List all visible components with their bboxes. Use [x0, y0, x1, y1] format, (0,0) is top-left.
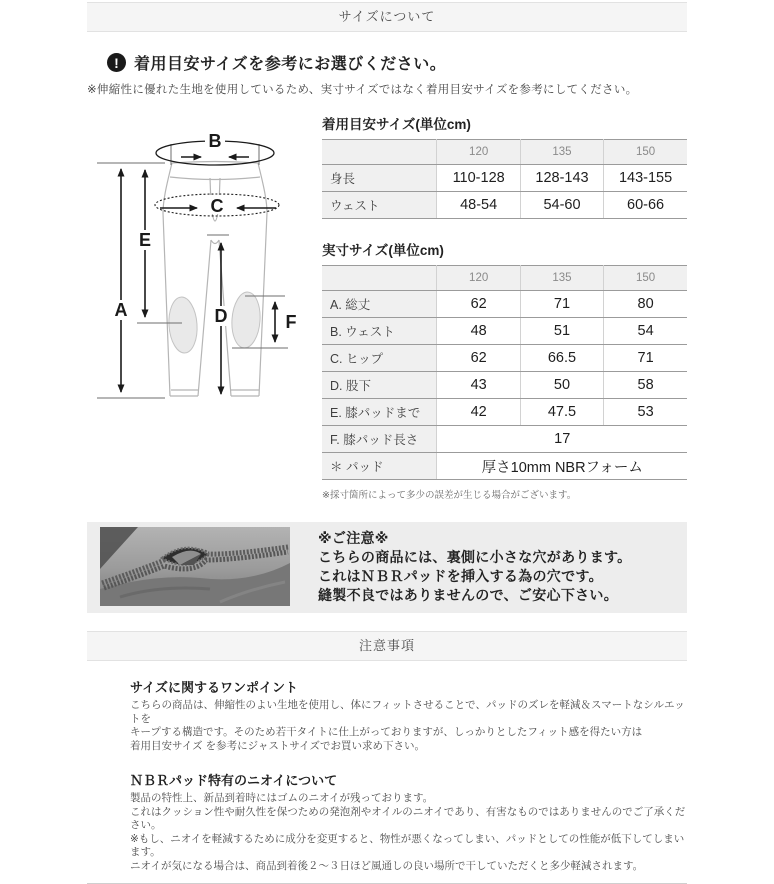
size-column-header: 135: [520, 140, 603, 165]
table-row: [322, 192, 687, 219]
table-footnote: ※採寸箇所によって多少の誤差が生じる場合がございます。: [322, 490, 577, 501]
value-cell: 66.5: [520, 345, 603, 372]
row-label-cell: 身長: [322, 165, 437, 192]
corner-header-cell: [322, 266, 437, 291]
row-label-cell: D. 股下: [322, 372, 437, 399]
value-cell: 42: [437, 399, 520, 426]
notice-line: こちらの商品には、裏側に小さな穴があります。: [318, 549, 632, 565]
value-cell: 60-66: [604, 192, 687, 219]
row-label-cell: ＊ パッド: [322, 453, 437, 480]
caution-section-header: [87, 631, 687, 661]
reference-lines: [97, 144, 288, 398]
measure-F: [275, 302, 299, 342]
value-cell: 54-60: [520, 192, 603, 219]
label-A: A: [114, 300, 128, 320]
guide-table-title: 着用目安サイズ(単位cm): [322, 117, 471, 132]
size-column-header: 120: [437, 266, 520, 291]
actual-table-title: 実寸サイズ(単位cm): [322, 243, 444, 258]
row-label-cell: A. 総丈: [322, 291, 437, 318]
caution-line: ニオイが気になる場合は、商品到着後２～３日ほど風通しの良い場所で干していただくと多少軽減されます。: [130, 859, 644, 872]
table-row: [322, 345, 687, 372]
value-cell: 71: [520, 291, 603, 318]
page-content: [87, 2, 687, 884]
label-C: C: [210, 196, 224, 216]
row-label-cell: B. ウェスト: [322, 318, 437, 345]
table-row: [322, 372, 687, 399]
value-cell: 110-128: [437, 165, 520, 192]
row-label-cell: ウェスト: [322, 192, 437, 219]
caution-sections: [87, 677, 687, 873]
table-row: [322, 426, 687, 453]
row-label-cell: E. 膝パッドまで: [322, 399, 437, 426]
pants-measure-diagram-svg: [87, 113, 322, 445]
size-main-area: [87, 113, 687, 501]
measure-D: [212, 243, 230, 394]
row-label-cell: C. ヒップ: [322, 345, 437, 372]
fabric-photo-svg: [100, 527, 290, 606]
label-E: E: [138, 230, 152, 250]
guide-table: [322, 139, 687, 219]
value-cell: 50: [520, 372, 603, 399]
value-cell: 62: [437, 291, 520, 318]
size-section-title: サイズについて: [338, 9, 436, 24]
caution-line: こちらの商品は、伸縮性のよい生地を使用し、体にフィットさせることで、パッドのズレを軽減＆スマートなシルエットを: [130, 699, 685, 725]
merged-value-cell: 厚さ10mm NBRフォーム: [437, 453, 687, 480]
caution-size-title: サイズに関するワンポイント: [130, 680, 298, 695]
size-column-header: 120: [437, 140, 520, 165]
table-row: [322, 291, 687, 318]
actual-table: [322, 265, 687, 480]
corner-header-cell: [322, 140, 437, 165]
label-D: D: [214, 306, 228, 326]
value-cell: 47.5: [520, 399, 603, 426]
table-row: [322, 165, 687, 192]
value-cell: 43: [437, 372, 520, 399]
value-cell: 48-54: [437, 192, 520, 219]
size-table: [322, 265, 687, 480]
notice-line: 縫製不良ではありませんので、ご安心下さい。: [318, 587, 619, 603]
size-section-header: [87, 2, 687, 32]
notice-box: [87, 522, 687, 613]
merged-value-cell: 17: [437, 426, 687, 453]
measure-C: [155, 194, 279, 216]
advice-note: ※伸縮性に優れた生地を使用しているため、実寸サイズではなく着用目安サイズを参考にしてください。: [87, 84, 638, 96]
row-label-cell: F. 膝パッド長さ: [322, 426, 437, 453]
pants-diagram: [87, 113, 322, 501]
table-row: [322, 453, 687, 480]
label-F: F: [285, 312, 297, 332]
notice-title: ※ご注意※: [318, 530, 389, 546]
value-cell: 128-143: [520, 165, 603, 192]
value-cell: 54: [604, 318, 687, 345]
value-cell: 48: [437, 318, 520, 345]
measure-E: [136, 170, 154, 317]
caution-line: キープする構造です。そのため若干タイトに仕上がっておりますが、しっかりとしたフィット感を得たい方は: [130, 726, 643, 738]
value-cell: 80: [604, 291, 687, 318]
notice-text: [318, 527, 631, 605]
size-column-header: 135: [520, 266, 603, 291]
measure-A: [112, 169, 130, 392]
caution-line: 製品の特性上、新品到着時にはゴムのニオイが残っております。: [130, 792, 434, 804]
value-cell: 53: [604, 399, 687, 426]
value-cell: 58: [604, 372, 687, 399]
size-tables: [322, 113, 687, 501]
size-column-header: 150: [604, 140, 687, 165]
value-cell: 143-155: [604, 165, 687, 192]
value-cell: 71: [604, 345, 687, 372]
pad-hole-photo: [100, 527, 290, 606]
label-B: B: [208, 131, 222, 151]
notice-line: これはＮＢＲパッドを挿入する為の穴です。: [318, 568, 603, 584]
caution-odor-title: ＮＢＲパッド特有のニオイについて: [130, 773, 338, 788]
caution-line: 着用目安サイズ を参考にジャストサイズでお買い求め下さい。: [130, 739, 426, 752]
measure-B: [156, 131, 274, 165]
size-column-header: 150: [604, 266, 687, 291]
advice-block: [87, 51, 687, 97]
value-cell: 62: [437, 345, 520, 372]
alert-icon: !: [107, 53, 126, 72]
caution-odor-block: [130, 770, 687, 873]
table-row: [322, 399, 687, 426]
caution-section-title: 注意事項: [358, 638, 415, 653]
advice-title: 着用目安サイズを参考にお選びください。: [134, 56, 447, 73]
size-table: [322, 139, 687, 219]
caution-line: これはクッション性や耐久性を保つための発泡剤やオイルのニオイであり、有害なものではありませんのでご了承ください。: [130, 805, 686, 831]
table-row: [322, 318, 687, 345]
caution-size-block: [130, 677, 687, 753]
value-cell: 51: [520, 318, 603, 345]
caution-line: ※もし、ニオイを軽減するために成分を変更すると、物性が悪くなってしまい、パッドとしての性能が低下してしまいます。: [130, 832, 685, 858]
